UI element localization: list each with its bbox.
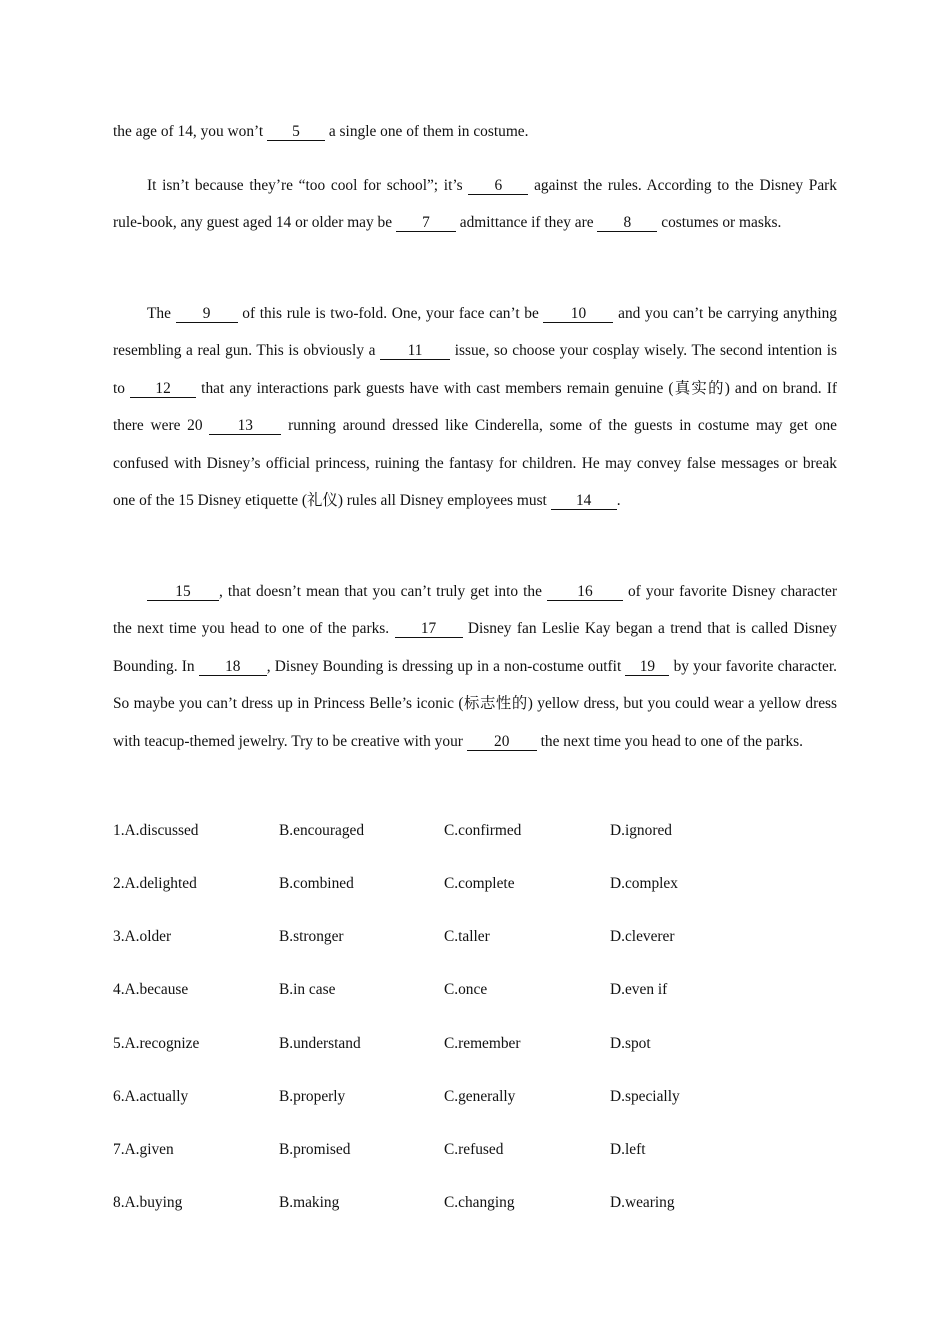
option-c: C.taller — [444, 928, 490, 945]
passage-paragraph-3 — [113, 573, 837, 760]
option-c: C.changing — [444, 1194, 515, 1211]
passage-text: The — [147, 305, 176, 322]
passage-text: a single one of them in costume. — [325, 123, 529, 140]
option-b: B.encouraged — [279, 822, 365, 839]
passage-text: issue, so choose your cosplay wisely. The second intention is to — [113, 342, 837, 397]
passage-text: costumes or masks. — [657, 214, 782, 232]
passage-text: the age of 14, you won’t — [113, 123, 268, 140]
blank-6: 6 — [468, 177, 528, 195]
passage-paragraph-0 — [113, 113, 837, 150]
passage-text: It isn’t because they’re “too cool for school”; it’s — [147, 177, 469, 194]
passage-text: of your favorite Disney character the next time you head to one of the parks. — [113, 583, 837, 638]
option-d: D.spot — [610, 1035, 651, 1052]
option-d: D.left — [610, 1141, 646, 1158]
option-c: C.remember — [444, 1035, 521, 1052]
blank-7: 7 — [396, 214, 456, 232]
blank-11: 11 — [380, 342, 450, 360]
blank-13: 13 — [209, 417, 281, 435]
passage-paragraph-2 — [113, 295, 837, 519]
option-d: D.ignored — [610, 822, 672, 839]
blank-19: 19 — [625, 658, 669, 676]
passage-text: , Disney Bounding is dressing up in a non-costume outfit — [266, 657, 626, 675]
passage-text: and you can’t be carrying anything resembling a real gun. This is obviously a — [113, 305, 837, 360]
option-c: C.confirmed — [444, 822, 522, 839]
blank-20: 20 — [467, 733, 537, 751]
option-a: 5.A.recognize — [113, 1035, 200, 1052]
blank-18: 18 — [199, 658, 267, 676]
option-a: 3.A.older — [113, 928, 172, 945]
blank-5: 5 — [267, 123, 325, 141]
option-b: B.stronger — [279, 928, 344, 945]
blank-9: 9 — [176, 305, 238, 323]
option-d: D.complex — [610, 875, 678, 892]
blank-10: 10 — [543, 305, 613, 323]
option-a: 6.A.actually — [113, 1088, 189, 1105]
option-d: D.even if — [610, 981, 668, 998]
passage-text: . — [616, 492, 621, 510]
option-c: C.once — [444, 981, 488, 998]
blank-15: 15 — [147, 583, 219, 601]
option-a: 2.A.delighted — [113, 875, 197, 892]
blank-16: 16 — [547, 583, 623, 601]
option-a: 1.A.discussed — [113, 822, 199, 839]
option-b: B.properly — [279, 1088, 346, 1105]
option-a: 4.A.because — [113, 981, 189, 998]
option-b: B.promised — [279, 1141, 351, 1158]
option-d: D.specially — [610, 1088, 680, 1105]
passage-text: Disney fan Leslie Kay began a trend that is called Disney Bounding. In — [113, 620, 837, 675]
option-b: B.making — [279, 1194, 340, 1211]
passage-text: , that doesn’t mean that you can’t truly get into the — [219, 583, 547, 600]
option-a: 7.A.given — [113, 1141, 174, 1158]
blank-17: 17 — [395, 620, 463, 638]
passage-paragraph-1 — [113, 167, 837, 242]
passage-text: the next time you head to one of the parks. — [536, 732, 804, 750]
option-c: C.complete — [444, 875, 515, 892]
passage-text: of this rule is two-fold. One, your face can’t be — [237, 305, 544, 322]
option-b: B.in case — [279, 981, 336, 998]
blank-14: 14 — [551, 492, 617, 510]
passage-text: that any interactions park guests have with cast members remain genuine (真实的) and on brand. If there were 20 — [113, 379, 837, 435]
passage-text: admittance if they are — [455, 214, 598, 232]
option-b: B.understand — [279, 1035, 361, 1052]
option-c: C.generally — [444, 1088, 516, 1105]
option-d: D.wearing — [610, 1194, 675, 1211]
option-a: 8.A.buying — [113, 1194, 183, 1211]
passage-text: against the rules. According to the Disney Park rule-book, any guest aged 14 or older may be — [113, 177, 837, 232]
blank-12: 12 — [130, 380, 196, 398]
option-d: D.cleverer — [610, 928, 675, 945]
option-b: B.combined — [279, 875, 354, 892]
option-c: C.refused — [444, 1141, 504, 1158]
blank-8: 8 — [597, 214, 657, 232]
passage-text: running around dressed like Cinderella, some of the guests in costume may get one confused with Disney’s official princess, ruining the fantasy for children. He may convey false messages or break one of the 15 Disney etiquette (礼仪) rules all Disney employees must — [113, 417, 837, 510]
passage-text: by your favorite character. So maybe you can’t dress up in Princess Belle’s iconic (标志性的) yellow dress, but you could wear a yellow dress with teacup-themed jewelry. Try to be creative with your — [113, 657, 837, 750]
